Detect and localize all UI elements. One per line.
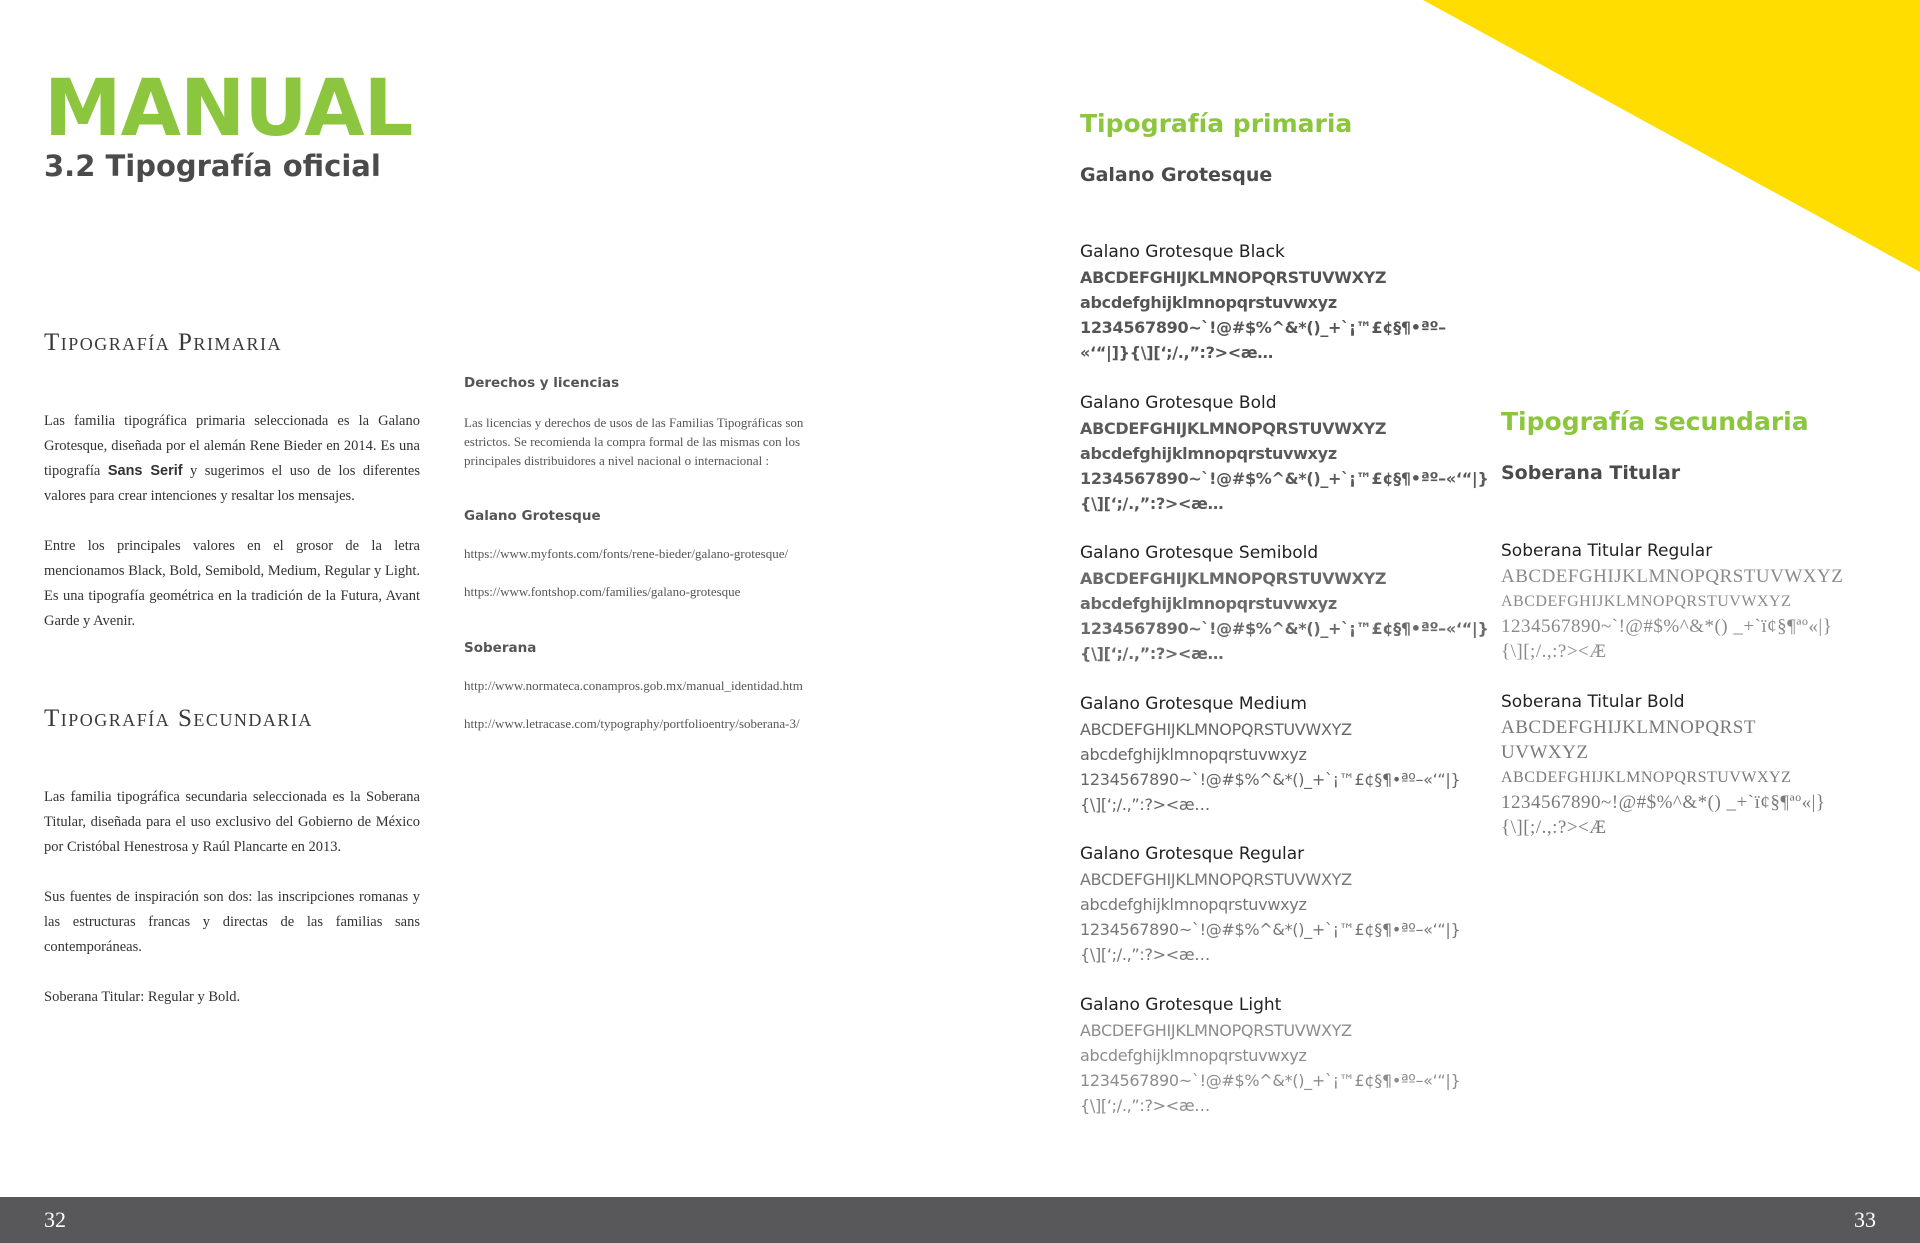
symbols-sample-2: {\][‘;/.,”:?><æ…: [1080, 945, 1210, 964]
manual-title: MANUAL: [44, 64, 413, 154]
secondary-paragraph-1: Las familia tipográfica secundaria seleccionada es la Soberana Titular, diseñada para el uso exclusivo del Gobierno de México por Cristóbal Henestrosa y Raúl Plancarte en 2013.: [44, 789, 420, 855]
symbols-sample: 1234567890~`!@#$%^&*()_+`¡™£¢§¶•ªº–«‘“|}: [1080, 920, 1461, 939]
soberana-license-heading: Soberana: [464, 640, 537, 656]
primary-paragraph-1: Las familia tipográfica primaria seleccionada es la Galano Grotesque, diseñada por el alemán Rene Bieder en 2014. Es una tipografía Sans Serif y sugerimos el uso de los diferentes valores para crear intenciones y resaltar los mensajes.: [44, 413, 420, 504]
uppercase-sample: ABCDEFGHIJKLMNOPQRSTUVWXYZ: [1080, 1021, 1352, 1040]
symbols-sample: 1234567890~!@#$%^&*() _+`ï¢§¶ªº«|}: [1501, 792, 1826, 813]
galano-regular-specimen: [1080, 842, 1461, 967]
uppercase-sample: ABCDEFGHIJKLMNOPQRSTUVWXYZ: [1080, 268, 1387, 287]
uppercase-sample-cont: UVWXYZ: [1501, 742, 1589, 763]
page-number-left: 32: [44, 1207, 66, 1232]
page-number-right: 33: [1854, 1207, 1876, 1232]
symbols-sample: 1234567890~`!@#$%^&*()_+`¡™£¢§¶•ªº–«‘“|}: [1080, 469, 1489, 488]
lowercase-sample: abcdefghijklmnopqrstuvwxyz: [1080, 1046, 1307, 1065]
primary-family-name: Galano Grotesque: [1080, 164, 1273, 186]
lowercase-sample: abcdefghijklmnopqrstuvwxyz: [1080, 444, 1337, 463]
symbols-sample-2: {\][;/.,:?><Æ: [1501, 641, 1607, 662]
font-name: Galano Grotesque Regular: [1080, 844, 1305, 864]
rights-heading: Derechos y licencias: [464, 375, 620, 391]
soberana-letracase-link[interactable]: http://www.letracase.com/typography/portfolioentry/soberana-3/: [464, 716, 800, 731]
galano-fontshop-link[interactable]: https://www.fontshop.com/families/galano-grotesque: [464, 584, 741, 599]
symbols-sample-2: {\][‘;/.,”:?><æ…: [1080, 795, 1210, 814]
secondary-family-name: Soberana Titular: [1501, 462, 1681, 484]
section-subtitle: 3.2 Tipografía oficial: [44, 149, 381, 183]
secondary-paragraph-3: Soberana Titular: Regular y Bold.: [44, 989, 241, 1005]
secondary-description: [44, 785, 420, 1035]
lowercase-sample: abcdefghijklmnopqrstuvwxyz: [1080, 895, 1307, 914]
font-name: Galano Grotesque Semibold: [1080, 543, 1319, 563]
symbols-sample-2: {\][‘;/.,”:?><æ…: [1080, 1096, 1210, 1115]
uppercase-sample: ABCDEFGHIJKLMNOPQRSTUVWXYZ: [1080, 569, 1387, 588]
uppercase-sample: ABCDEFGHIJKLMNOPQRSTUVWXYZ: [1080, 419, 1387, 438]
primary-description: [44, 409, 420, 659]
uppercase-sample: ABCDEFGHIJKLMNOPQRSTUVWXYZ: [1501, 566, 1844, 587]
soberana-bold-specimen: [1501, 690, 1861, 840]
small-caps-sample: ABCDEFGHIJKLMNOPQRSTUVWXYZ: [1501, 593, 1792, 610]
font-name: Soberana Titular Regular: [1501, 541, 1713, 561]
soberana-regular-specimen: [1501, 539, 1861, 664]
sans-serif-term: Sans Serif: [107, 463, 183, 479]
galano-myfonts-link[interactable]: https://www.myfonts.com/fonts/rene-bieder/galano-grotesque/: [464, 546, 789, 561]
galano-semibold-specimen: [1080, 541, 1489, 666]
font-name: Galano Grotesque Light: [1080, 995, 1282, 1015]
font-name: Galano Grotesque Black: [1080, 242, 1285, 262]
secondary-typography-heading: Tipografía Secundaria: [44, 705, 313, 732]
footer-bar: [0, 1197, 1920, 1243]
uppercase-sample: ABCDEFGHIJKLMNOPQRST: [1501, 717, 1756, 738]
symbols-sample: 1234567890~`!@#$%^&*()_+`¡™£¢§¶•ªº–: [1080, 318, 1446, 337]
uppercase-sample: ABCDEFGHIJKLMNOPQRSTUVWXYZ: [1080, 870, 1352, 889]
symbols-sample-2: {\][‘;/.,”:?><æ…: [1080, 494, 1224, 513]
lowercase-sample: abcdefghijklmnopqrstuvwxyz: [1080, 745, 1307, 764]
galano-black-specimen: [1080, 240, 1446, 365]
galano-license-heading: Galano Grotesque: [464, 508, 601, 524]
small-caps-sample: ABCDEFGHIJKLMNOPQRSTUVWXYZ: [1501, 769, 1792, 786]
symbols-sample-2: «‘“|]}{\][‘;/.,”:?><æ…: [1080, 343, 1273, 362]
primary-typography-heading: Tipografía Primaria: [44, 329, 282, 356]
font-name: Galano Grotesque Medium: [1080, 694, 1307, 714]
lowercase-sample: abcdefghijklmnopqrstuvwxyz: [1080, 293, 1337, 312]
symbols-sample-2: {\][‘;/.,”:?><æ…: [1080, 644, 1224, 663]
symbols-sample-2: {\][;/.,:?><Æ: [1501, 817, 1607, 838]
primary-typography-title: Tipografía primaria: [1080, 109, 1353, 138]
symbols-sample: 1234567890~`!@#$%^&*() _+`ï¢§¶ªº«|}: [1501, 616, 1833, 637]
galano-light-specimen: [1080, 993, 1461, 1118]
uppercase-sample: ABCDEFGHIJKLMNOPQRSTUVWXYZ: [1080, 720, 1352, 739]
lowercase-sample: abcdefghijklmnopqrstuvwxyz: [1080, 594, 1337, 613]
primary-paragraph-2: Entre los principales valores en el grosor de la letra mencionamos Black, Bold, Semibold, Medium, Regular y Light. Es una tipografía geométrica en la tradición de la Futura, Avant Garde y Avenir.: [44, 538, 420, 629]
symbols-sample: 1234567890~`!@#$%^&*()_+`¡™£¢§¶•ªº–«‘“|}: [1080, 770, 1461, 789]
symbols-sample: 1234567890~`!@#$%^&*()_+`¡™£¢§¶•ªº–«‘“|}: [1080, 1071, 1461, 1090]
rights-text: Las licencias y derechos de usos de las Familias Tipográficas son estrictos. Se recomienda la compra formal de las mismas con los principales distribuidores a nivel nacional o internacional :: [464, 415, 804, 468]
secondary-paragraph-2: Sus fuentes de inspiración son dos: las inscripciones romanas y las estructuras francas y directas de las familias sans contemporáneas.: [44, 889, 420, 955]
font-name: Galano Grotesque Bold: [1080, 393, 1277, 413]
symbols-sample: 1234567890~`!@#$%^&*()_+`¡™£¢§¶•ªº–«‘“|}: [1080, 619, 1489, 638]
galano-medium-specimen: [1080, 692, 1461, 817]
font-name: Soberana Titular Bold: [1501, 692, 1685, 712]
secondary-typography-title: Tipografía secundaria: [1501, 407, 1809, 436]
soberana-normateca-link[interactable]: http://www.normateca.conampros.gob.mx/manual_identidad.htm: [464, 678, 803, 693]
galano-bold-specimen: [1080, 391, 1489, 516]
